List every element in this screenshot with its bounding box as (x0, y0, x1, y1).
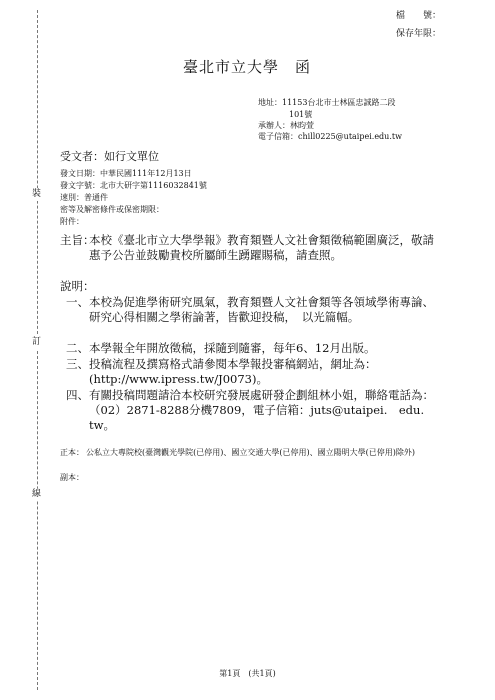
document-title: 臺北市立大學 函 (183, 58, 312, 76)
secrecy-level: 密等及解密條件或保密期限： (60, 205, 164, 214)
explanation-item-number: 三、 (66, 357, 89, 371)
binding-mark-xian: 線 (32, 489, 42, 499)
binding-mark-ding: 訂 (32, 337, 42, 347)
explanation-item-number: 二、 (66, 341, 89, 355)
attachment: 附件： (60, 217, 84, 226)
delivery-speed: 速別：普通件 (60, 193, 108, 202)
subject-text: 本校《臺北市立大學學報》教育類暨人文社會類徵稿範圍廣泛，敬請惠予公告並鼓勵貴校所屬師生踴躍賜稿，請查照。 (89, 233, 434, 262)
distribution-main-text: 公私立大專院校(臺灣觀光學院(已停用)、國立交通大學(已停用)、國立陽明大學(已停用)除外) (86, 448, 415, 457)
explanation-item-text: 本校為促進學術研究風氣，教育類暨人文社會類等各領域學術專論、研究心得相關之學術論著，皆歡迎投稿， 以光篇幅。 (89, 295, 434, 324)
explanation-item-text: 本學報全年開放徵稿，採隨到隨審，每年6、12月出版。 (89, 341, 376, 355)
sender-address: 地址：11153台北市士林區忠誠路二段 (258, 98, 396, 107)
distribution-copy-label: 副本： (60, 473, 84, 482)
explanation-item-text: 投稿流程及撰寫格式請參閱本學報投審稿網站，網址為：(http://www.ipress.tw/J0073)。 (89, 357, 377, 386)
issue-date: 發文日期：中華民國111年12月13日 (60, 169, 192, 178)
explanation-item-number: 四、 (66, 388, 89, 402)
recipient: 受文者：如行文單位 (60, 150, 159, 163)
explanation-label: 說明： (60, 279, 95, 293)
sender-address-line2: 101號 (289, 110, 313, 119)
binding-line (37, 10, 38, 690)
file-number-label: 檔 號： (396, 11, 442, 21)
sender-email: 電子信箱：chill0225@utaipei.edu.tw (258, 132, 402, 141)
explanation-item-number: 一、 (66, 295, 89, 309)
distribution-main-label: 正本： (60, 448, 84, 457)
page-number: 第1頁 (共1頁) (219, 669, 276, 678)
explanation-item-text: 有關投稿問題請洽本校研究發展處研發企劃組林小姐，聯絡電話為：（02）2871-8288分機7809，電子信箱：juts@utaipei. edu. tw。 (89, 388, 436, 432)
retention-label: 保存年限： (396, 29, 442, 39)
issue-number: 發文字號：北市大研字第1116032841號 (60, 181, 207, 190)
subject-label: 主旨： (60, 233, 95, 247)
binding-mark-zhuang: 裝 (32, 189, 42, 199)
sender-contact: 承辦人：林昀萱 (258, 121, 314, 130)
